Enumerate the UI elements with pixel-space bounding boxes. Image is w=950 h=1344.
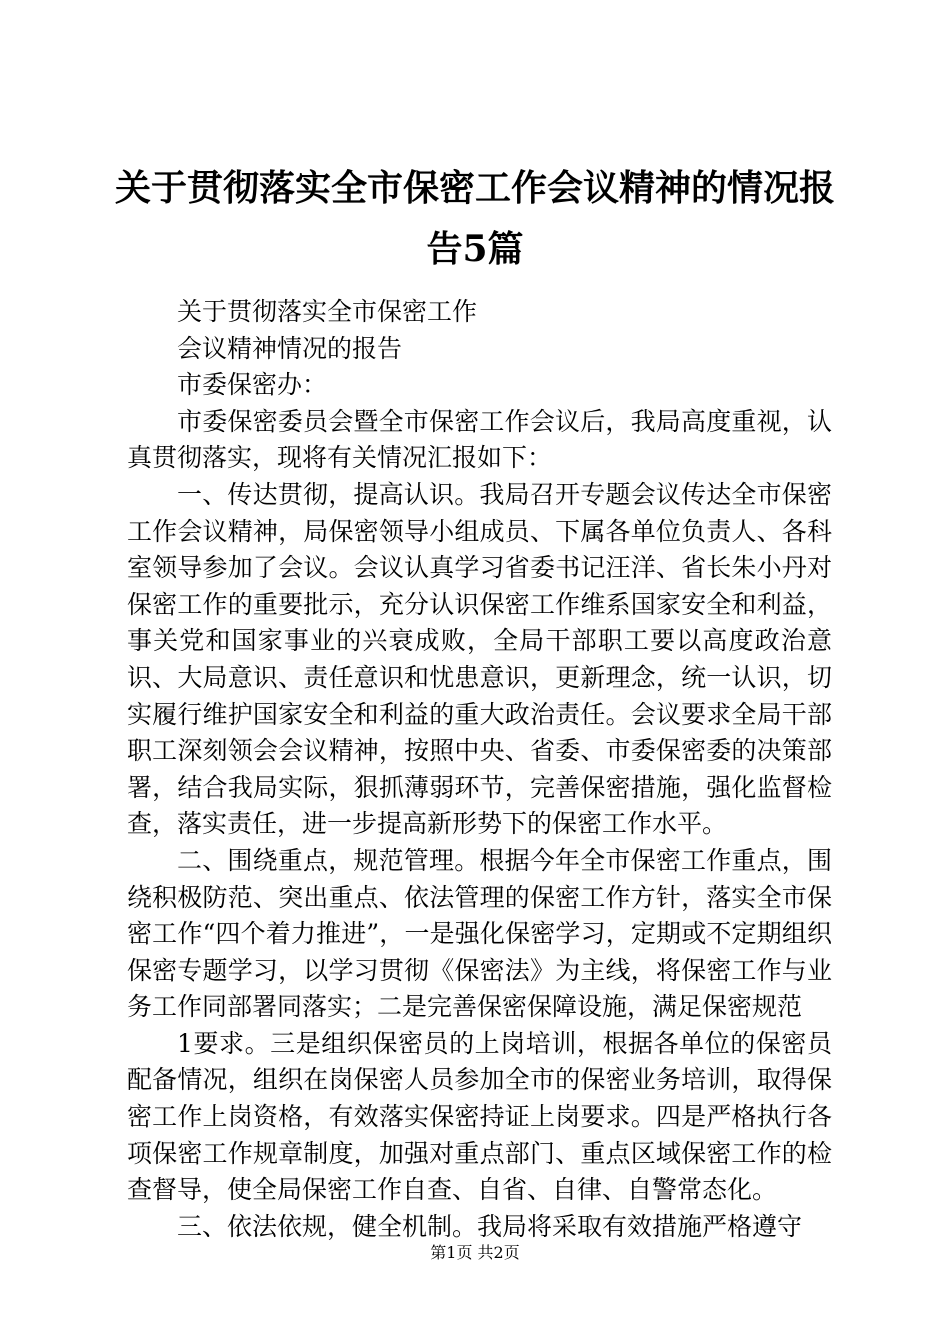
paragraph-section-2: 二、围绕重点，规范管理。根据今年全市保密工作重点，围绕积极防范、突出重点、依法管理的保密工作方针，落实全市保密工作“四个着力推进”，一是强化保密学习，定期或不定期组织保密专题学习，以学习贯彻《保密法》为主线，将保密工作与业务工作同部署同落实；二是完善保密保障设施，满足保密规范 [127, 845, 832, 1022]
paragraph-intro: 市委保密委员会暨全市保密工作会议后，我局高度重视，认真贯彻落实，现将有关情况汇报如下： [127, 406, 832, 473]
paragraph-heading-2: 会议精神情况的报告 [177, 333, 403, 363]
document-title [100, 158, 850, 280]
paragraph-section-2-cont: 1要求。三是组织保密员的上岗培训，根据各单位的保密员配备情况，组织在岗保密人员参加全市的保密业务培训，取得保密工作上岗资格，有效落实保密持证上岗要求。四是严格执行各项保密工作规章制度，加强对重点部门、重点区域保密工作的检查督导，使全局保密工作自查、自省、自律、自警常态化。 [127, 1028, 832, 1205]
paragraph-section-3: 三、依法依规，健全机制。我局将采取有效措施严格遵守 [177, 1211, 803, 1241]
paragraph-section-1: 一、传达贯彻，提高认识。我局召开专题会议传达全市保密工作会议精神，局保密领导小组成员、下属各单位负责人、各科室领导参加了会议。会议认真学习省委书记汪洋、省长朱小丹对保密工作的重要批示，充分认识保密工作维系国家安全和利益，事关党和国家事业的兴衰成败，全局干部职工要以高度政治意识、大局意识、责任意识和忧患意识，更新理念，统一认识，切实履行维护国家安全和利益的重大政治责任。会议要求全局干部职工深刻领会会议精神，按照中央、省委、市委保密委的决策部署，结合我局实际，狠抓薄弱环节，完善保密措施，强化监督检查，落实责任，进一步提高新形势下的保密工作水平。 [127, 479, 832, 839]
title-line-1: 关于贯彻落实全市保密工作会议精神的情况报 [114, 167, 835, 209]
document-body [127, 294, 832, 1245]
page-footer: 第1页 共2页 [430, 1243, 520, 1262]
paragraph-salutation: 市委保密办： [177, 370, 328, 400]
title-line-2: 告5篇 [426, 228, 524, 270]
paragraph-heading-1: 关于贯彻落实全市保密工作 [177, 297, 478, 326]
